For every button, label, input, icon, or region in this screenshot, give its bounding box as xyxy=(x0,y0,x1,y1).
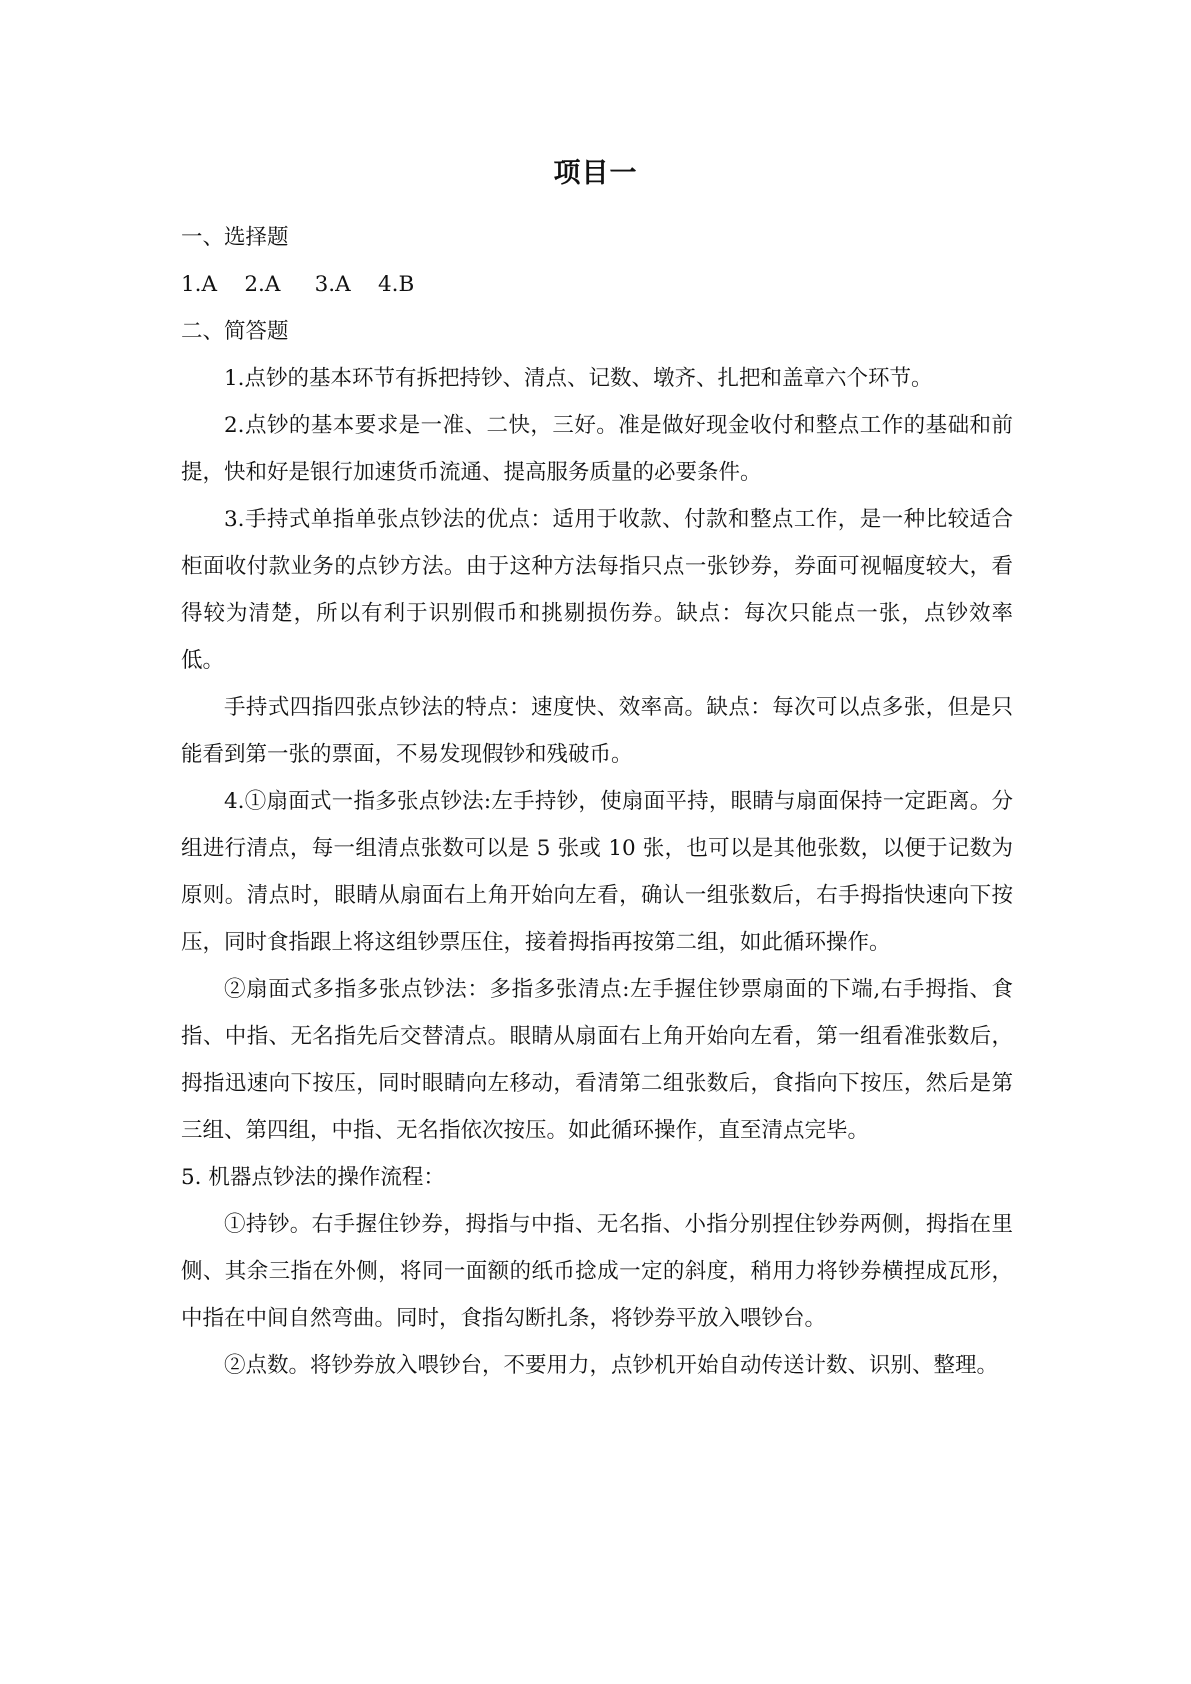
item-5-step-2: ②点数。将钞券放入喂钞台，不要用力，点钞机开始自动传送计数、识别、整理。 xyxy=(224,1353,999,1378)
item-5-step-1: ①持钞。右手握住钞券，拇指与中指、无名指、小指分别捏住钞券两侧，拇指在里侧、其余三指在外侧，将同一面额的纸币捻成一定的斜度，稍用力将钞券横捏成瓦形，中指在中间自然弯曲。同时，食指勾断扎条，将钞券平放入喂钞台。 xyxy=(181,1212,1013,1331)
page-title: 项目一 xyxy=(553,158,638,189)
paragraph-1: 1.点钞的基本环节有拆把持钞、清点、记数、墩齐、扎把和盖章六个环节。 xyxy=(224,366,933,391)
paragraph-3b: 手持式四指四张点钞法的特点：速度快、效率高。缺点：每次可以点多张，但是只能看到第一张的票面，不易发现假钞和残破币。 xyxy=(181,695,1013,767)
document-body xyxy=(181,214,1013,1389)
item-5-heading: 5. 机器点钞法的操作流程： xyxy=(181,1165,445,1190)
section-heading-short-answer: 二、简答题 xyxy=(181,319,289,344)
section-heading-choice: 一、选择题 xyxy=(181,225,289,250)
paragraph-4: 4.①扇面式一指多张点钞法:左手持钞，使扇面平持，眼睛与扇面保持一定距离。分组进行清点，每一组清点张数可以是 5 张或 10 张，也可以是其他张数，以便于记数为原则。清点时，眼睛从扇面右上角开始向左看，确认一组张数后，右手拇指快速向下按压，同时食指跟上将这组钞票压住，接着拇指再按第二组，如此循环操作。 xyxy=(181,789,1013,955)
paragraph-2: 2.点钞的基本要求是一准、二快，三好。准是做好现金收付和整点工作的基础和前提，快和好是银行加速货币流通、提高服务质量的必要条件。 xyxy=(181,413,1013,485)
choice-answers: 1.A 2.A 3.A 4.B xyxy=(181,272,415,297)
paragraph-3: 3.手持式单指单张点钞法的优点：适用于收款、付款和整点工作，是一种比较适合柜面收付款业务的点钞方法。由于这种方法每指只点一张钞券，券面可视幅度较大，看得较为清楚，所以有利于识别假币和挑剔损伤券。缺点：每次只能点一张，点钞效率低。 xyxy=(181,507,1013,673)
paragraph-4b: ②扇面式多指多张点钞法：多指多张清点:左手握住钞票扇面的下端,右手拇指、食指、中指、无名指先后交替清点。眼睛从扇面右上角开始向左看，第一组看准张数后，拇指迅速向下按压，同时眼睛向左移动，看清第二组张数后，食指向下按压，然后是第三组、第四组，中指、无名指依次按压。如此循环操作，直至清点完毕。 xyxy=(181,977,1013,1143)
